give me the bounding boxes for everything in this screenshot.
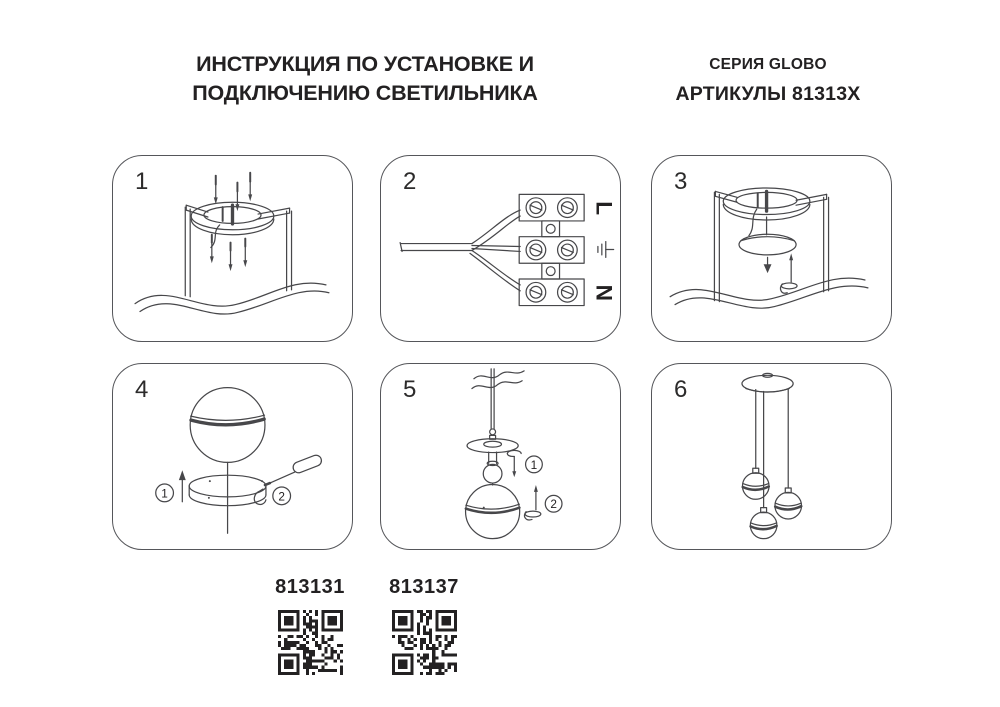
callout-2-label: 2: [550, 497, 557, 512]
step-6-illustration-assembled-pendant: [652, 364, 890, 548]
terminal-label-neutral: N: [591, 284, 617, 301]
step-2-illustration-terminal-block: [381, 156, 619, 340]
callout-2-label: 2: [278, 489, 285, 504]
step-number-3: 3: [674, 168, 688, 195]
product-block-813137: [369, 576, 479, 680]
qr-code-icon: [392, 610, 457, 675]
product-block-813131: [255, 576, 365, 680]
step-number-5: 5: [403, 376, 417, 403]
step-panel-6: [651, 363, 892, 550]
step-panel-3: [651, 155, 892, 342]
series-name: СЕРИЯ GLOBO: [709, 56, 827, 73]
callout-1-label: 1: [161, 486, 168, 501]
step-1-illustration-mounting-ring: [113, 156, 351, 340]
step-number-1: 1: [135, 168, 149, 195]
step-number-6: 6: [674, 376, 688, 403]
terminal-label-live: L: [591, 201, 617, 216]
series-block: [630, 56, 906, 106]
product-code: 813131: [275, 576, 345, 598]
step-4-illustration-globe-ring: [113, 364, 351, 548]
step-panel-2: [380, 155, 621, 342]
step-number-4: 4: [135, 376, 149, 403]
page-title-line1: ИНСТРУКЦИЯ ПО УСТАНОВКЕ И: [196, 52, 534, 76]
step-number-2: 2: [403, 168, 417, 195]
page-title: [160, 50, 570, 108]
earth-ground-icon: [598, 242, 614, 258]
product-code: 813137: [389, 576, 459, 598]
callout-1-label: 1: [530, 457, 538, 472]
step-panel-1: [112, 155, 353, 342]
qr-code-icon: [278, 610, 343, 675]
step-panel-4: [112, 363, 353, 550]
step-panel-5: [380, 363, 621, 550]
step-5-illustration-hang-globe: [381, 364, 619, 548]
page-title-line2: ПОДКЛЮЧЕНИЮ СВЕТИЛЬНИКА: [192, 81, 538, 105]
step-3-illustration-canopy-attach: [652, 156, 890, 340]
article-numbers: АРТИКУЛЫ 81313X: [675, 83, 861, 105]
